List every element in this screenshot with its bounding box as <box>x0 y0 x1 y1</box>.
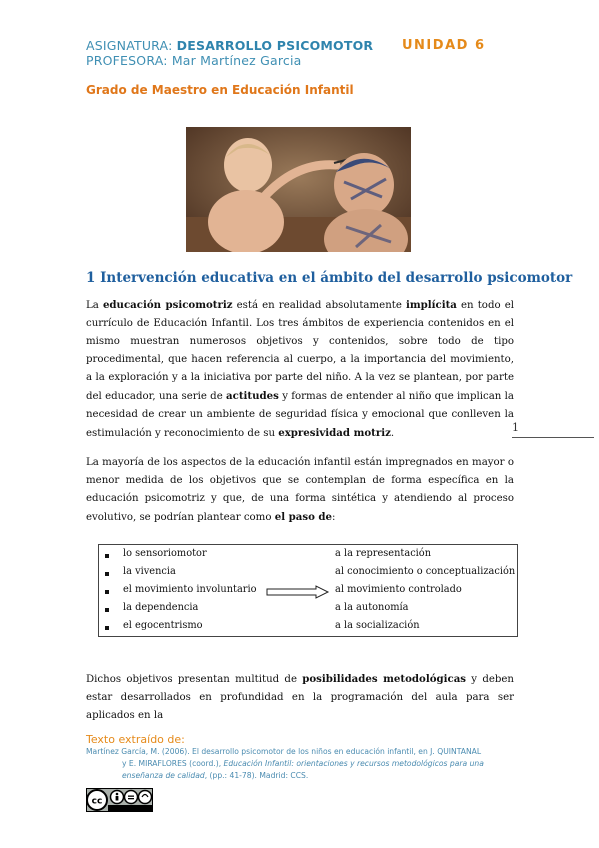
asignatura-line <box>86 38 373 53</box>
transition-row: el movimiento involuntario al movimiento controlado <box>99 584 519 602</box>
paragraph-3: Dichos objetivos presentan multitud de posibilidades metodológicas y deben estar desarrollados en profundidad en la programación del aula para ser aplicados en la <box>86 673 514 721</box>
source-title: Texto extraído de: <box>86 733 185 746</box>
bullet <box>105 590 109 594</box>
transition-row: lo sensoriomotor a la representación <box>99 548 519 566</box>
bullet <box>105 554 109 558</box>
transition-row: la vivencia al conocimiento o conceptualización <box>99 566 519 584</box>
bullet <box>105 572 109 576</box>
unidad-label: UNIDAD 6 <box>402 38 486 53</box>
creative-commons-license-icon <box>86 788 153 812</box>
bullet <box>105 608 109 612</box>
page-number-rule <box>512 437 594 438</box>
source-citation: Martínez García, M. (2006). El desarrollo psicomotor de los niños en educación infantil, en J. QUINTANAL y E. MIRAFLORES (coord.), Educación Infantil: orientaciones y recursos metodológicos para una enseñanza de calidad, (pp.: 41-78). Madrid: CCS. <box>86 747 484 780</box>
children-painting-photo <box>186 127 411 252</box>
profesora-line: PROFESORA: Mar Martínez Garcia <box>86 53 302 68</box>
svg-text:cc: cc <box>91 796 103 807</box>
page-number: 1 <box>512 421 519 434</box>
asignatura-value: DESARROLLO PSICOMOTOR <box>176 38 374 53</box>
paragraph-1: La educación psicomotriz está en realidad absolutamente implícita en todo el currículo de Educación Infantil. Los tres ámbitos de experiencia contenidos en el mismo muestran numerosos objetivos y contenidos, sobre todo de tipo procedimental, que hacen referencia al cuerpo, a la importancia del movimiento, a la exploración y a la iniciativa por parte del niño. A la vez se plantean, por parte del educador, una serie de actitudes y formas de entender al niño que implican la necesidad de crear un ambiente de seguridad física y emocional que conlleven la estimulación y reconocimiento de su expresividad motriz. <box>86 299 514 439</box>
bullet <box>105 626 109 630</box>
transition-row: el egocentrismo a la socialización <box>99 620 519 638</box>
asignatura-label: ASIGNATURA: <box>86 38 177 53</box>
grado-title: Grado de Maestro en Educación Infantil <box>86 83 354 97</box>
right-arrow-icon <box>266 584 330 598</box>
transition-row: la dependencia a la autonomía <box>99 602 519 620</box>
paragraph-2: La mayoría de los aspectos de la educación infantil están impregnados en mayor o menor medida de los objetivos que se contemplan de forma específica en la educación psicomotriz y que, de una forma sintética y atendiendo al proceso evolutivo, se podrían plantear como el paso de: <box>86 457 514 523</box>
section-title: 1 Intervención educativa en el ámbito del desarrollo psicomotor <box>86 270 573 286</box>
